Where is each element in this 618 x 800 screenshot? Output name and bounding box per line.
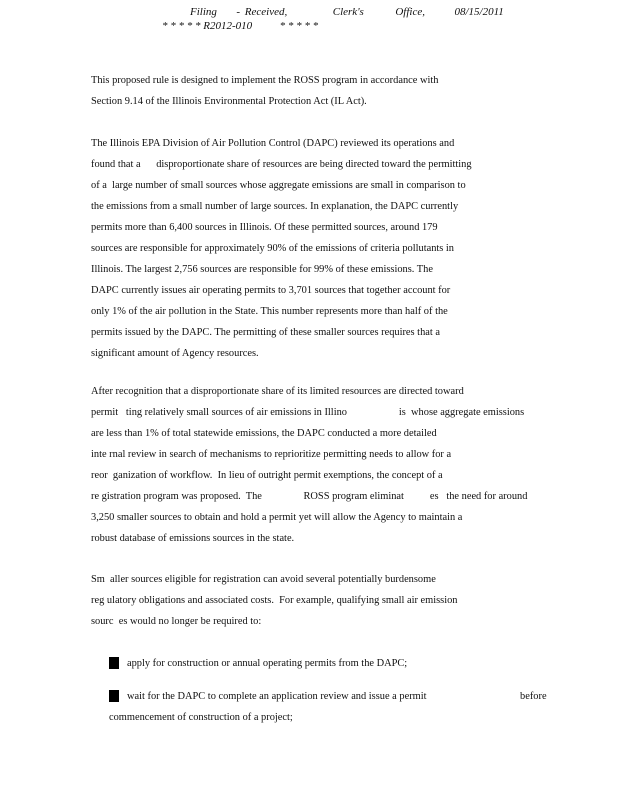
- text-line: After recognition that a disproportionate share of its limited resources are directed toward: [91, 386, 464, 397]
- clerks-label: Clerk's: [332, 6, 364, 18]
- text-line: DAPC currently issues air operating permits to 3,701 sources that together account for: [91, 285, 451, 296]
- bullet-item-wait: wait for the DAPC to complete an application review and issue a permit before: [127, 691, 547, 702]
- text-line: found that a disproportionate share of resources are being directed toward the permitting: [91, 159, 472, 170]
- text-line: inte rnal review in search of mechanisms to reprioritize permitting needs to allow for a: [91, 449, 452, 460]
- text-line: robust database of emissions sources in the state.: [91, 533, 295, 544]
- text-line: reg ulatory obligations and associated costs. For example, qualifying small air emission: [91, 595, 458, 606]
- text-line: permits more than 6,400 sources in Illinois. Of these permitted sources, around 179: [91, 222, 438, 233]
- docket-number: * * * * * R2012-010 * * * * *: [162, 20, 319, 32]
- filing-date: 08/15/2011: [454, 6, 504, 18]
- filing-header: [190, 6, 504, 18]
- paragraph-smaller-sources: [91, 569, 511, 632]
- text-line: sources are responsible for approximately 90% of the emissions of criteria pollutants in: [91, 243, 454, 254]
- text-line: Section 9.14 of the Illinois Environmental Protection Act (IL Act).: [91, 96, 367, 107]
- text-line: reor ganization of workflow. In lieu of outright permit exemptions, the concept of a: [91, 470, 443, 481]
- received-label: - Received,: [236, 6, 288, 18]
- text-line: only 1% of the air pollution in the State. This number represents more than half of the: [91, 306, 448, 317]
- text-line: permit ting relatively small sources of air emissions in Illino is whose aggregate emissions: [91, 407, 525, 418]
- text-line: Illinois. The largest 2,756 sources are responsible for 99% of these emissions. The: [91, 264, 433, 275]
- filing-label: Filing: [190, 6, 217, 18]
- bullet-item-wait-continuation: commencement of construction of a project;: [109, 712, 293, 723]
- text-line: permits issued by the DAPC. The permitting of these smaller sources requires that a: [91, 327, 440, 338]
- paragraph-intro: [91, 70, 511, 112]
- paragraph-recognition: [91, 381, 528, 549]
- office-label: Office,: [395, 6, 425, 18]
- text-line: of a large number of small sources whose aggregate emissions are small in comparison to: [91, 180, 466, 191]
- text-line: significant amount of Agency resources.: [91, 348, 259, 359]
- text-line: 3,250 smaller sources to obtain and hold a permit yet will allow the Agency to maintain a: [91, 512, 463, 523]
- text-line: This proposed rule is designed to implement the ROSS program in accordance with: [91, 75, 439, 86]
- text-line: the emissions from a small number of large sources. In explanation, the DAPC currently: [91, 201, 459, 212]
- text-line: re gistration program was proposed. The ROSS program eliminat es the need for around: [91, 491, 528, 502]
- text-line: are less than 1% of total statewide emissions, the DAPC conducted a more detailed: [91, 428, 437, 439]
- bullet-marker: [109, 657, 119, 669]
- text-line: Sm aller sources eligible for registration can avoid several potentially burdensome: [91, 574, 436, 585]
- bullet-item-apply: apply for construction or annual operating permits from the DAPC;: [127, 658, 408, 669]
- text-line: sourc es would no longer be required to:: [91, 616, 262, 627]
- paragraph-review: [91, 133, 511, 364]
- bullet-marker: [109, 690, 119, 702]
- text-line: The Illinois EPA Division of Air Pollution Control (DAPC) reviewed its operations and: [91, 138, 455, 149]
